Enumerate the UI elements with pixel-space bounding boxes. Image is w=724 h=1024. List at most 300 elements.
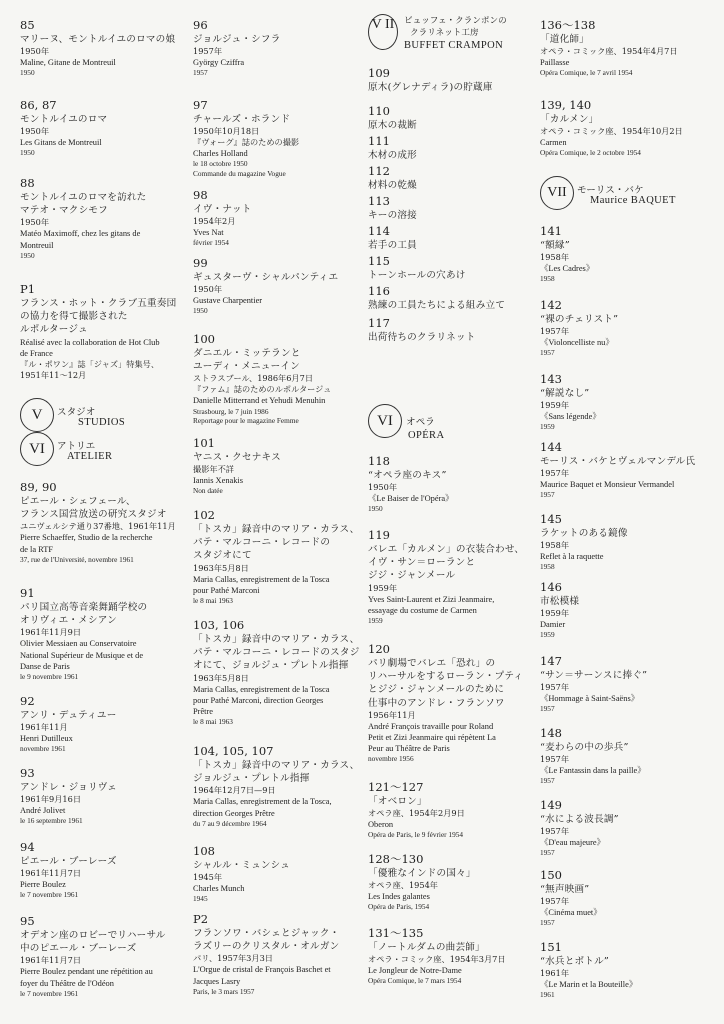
entry-text-ja: 1961年11月7日 (20, 868, 82, 879)
entry-text-fr: Opéra de Paris, 1954 (368, 902, 430, 912)
entry-text-fr: Le Jongleur de Notre-Dame (368, 966, 462, 976)
catalog-entry (20, 480, 188, 564)
entry-text-fr: L'Orgue de cristal de François Baschet et (193, 965, 331, 975)
entry-number: 121〜127 (368, 780, 424, 794)
entry-text-ja: 1950年 (20, 126, 50, 137)
catalog-entry (193, 332, 368, 426)
entry-text-fr: 《D'eau majeure》 (540, 838, 605, 848)
entry-text-ja: 1958年 (540, 252, 570, 263)
entry-text-ja: 1957年 (540, 682, 570, 693)
entry-text-ja: 「オベロン」 (368, 796, 427, 807)
catalog-entry (193, 18, 368, 78)
entry-text-fr: Maria Callas, enregistrement de la Tosca (193, 574, 330, 584)
section-title-ja: アトリエ (57, 441, 96, 452)
entry-text-fr: Reportage pour le magazine Femme (193, 416, 299, 426)
section-title-fr: OPÉRA (408, 430, 445, 441)
section-title-fr: STUDIOS (78, 417, 126, 428)
entry-text-fr: Charles Holland (193, 149, 248, 159)
entry-text-ja: ユーディ・メニューイン (193, 361, 300, 373)
entry-text-fr: Maurice Baquet et Monsieur Vermandel (540, 480, 675, 490)
entry-text-ja: 1961年11月9日 (20, 627, 82, 638)
catalog-entry (540, 298, 720, 358)
entry-text-fr: Maria Callas, enregistrement de la Tosca, (193, 797, 332, 807)
entry-text-ja: “無声映画” (540, 884, 590, 895)
entry-text-ja: フランス国営放送の研究スタジオ (20, 509, 167, 521)
catalog-entry (20, 18, 188, 78)
entry-text-fr: direction Georges Prêtre (193, 808, 275, 818)
section-studios (20, 398, 190, 432)
entry-text-ja: キーの溶接 (368, 210, 417, 221)
entry-text-ja: 「トスカ」録音中のマリア・カラス、 (193, 524, 360, 535)
entry-number: 128〜130 (368, 852, 424, 866)
catalog-entry (368, 66, 546, 94)
entry-text-ja: 1954年2月 (193, 216, 236, 227)
entry-number: 95 (20, 914, 35, 928)
entry-text-ja: リハーサルをするローラン・プティ (368, 671, 524, 683)
catalog-entry (540, 654, 720, 714)
entry-text-ja: 『ファム』誌のためのルポルタージュ (193, 384, 332, 395)
entry-text-ja: 1950年 (20, 46, 50, 57)
entry-text-ja: ラケットのある鏡像 (540, 528, 628, 539)
entry-text-ja: フランス・ホット・クラブ五重奏団 (20, 298, 177, 309)
section-numeral: VII (540, 176, 574, 210)
catalog-entry (540, 440, 720, 500)
entry-text-fr: foyer du Théâtre de l'Odéon (20, 978, 114, 988)
entry-text-fr: 《Le Marin et la Bouteille》 (540, 980, 638, 990)
entry-text-fr: André François travaille pour Roland (368, 721, 494, 731)
entry-text-ja: 「優雅なインドの国々」 (368, 868, 476, 879)
section-title-ja: モーリス・バケ (577, 185, 644, 196)
entry-text-fr: le 8 mai 1963 (193, 717, 233, 727)
entry-text-fr: Oberon (368, 820, 394, 830)
entry-text-ja: 「トスカ」録音中のマリア・カラス、 (193, 634, 360, 645)
entry-text-fr: le 18 octobre 1950 (193, 159, 248, 169)
entry-number: 102 (193, 508, 215, 522)
entry-text-ja: 1950年 (20, 217, 50, 228)
entry-number: 99 (193, 256, 208, 270)
entry-text-ja: 仕事中のアンドレ・フランソワ (368, 697, 505, 709)
entry-number: 146 (540, 580, 562, 594)
entry-text-fr: Matéo Maximoff, chez les gitans de (20, 229, 141, 239)
entry-text-fr: le 7 novembre 1961 (20, 890, 79, 900)
section-atelier (20, 432, 190, 468)
entry-text-ja: モーリス・バケとヴェルマンデル氏 (540, 456, 696, 467)
entry-text-ja: オにて、ジョルジュ・プレトル指揮 (193, 660, 349, 672)
entry-text-fr: pour Pathé Marconi (193, 585, 260, 595)
entry-text-ja: 1950年 (193, 284, 223, 295)
entry-text-fr: Les Gitans de Montreuil (20, 138, 102, 148)
entry-text-ja: パテ・マルコーニ・レコードの (193, 537, 331, 549)
catalog-entry (540, 940, 720, 1000)
entry-text-ja: 1951年11〜12月 (20, 370, 87, 381)
entry-number: 110 (368, 104, 390, 118)
entry-text-fr: Paillasse (540, 58, 570, 68)
entry-number: 118 (368, 454, 390, 468)
entry-text-fr: Non datée (193, 486, 223, 496)
entry-text-fr: février 1954 (193, 238, 229, 248)
catalog-entry (368, 926, 546, 986)
entry-text-fr: Strasbourg, le 7 juin 1986 (193, 406, 269, 416)
entry-text-ja: 1950年 (368, 482, 398, 493)
entry-text-ja: トーンホールの穴あけ (368, 270, 466, 281)
entry-text-fr: Peur au Théâtre de Paris (368, 744, 450, 754)
entry-text-fr: 1957 (540, 348, 555, 358)
entry-number: 94 (20, 840, 35, 854)
entry-text-ja: オペラ座、1954年2月9日 (368, 808, 465, 819)
entry-text-ja: 1961年11月7日 (20, 955, 82, 966)
entry-text-ja: 「トスカ」録音中のマリア・カラス、 (193, 760, 360, 771)
entry-text-ja: 1958年 (540, 540, 570, 551)
entry-text-ja: 出荷待ちのクラリネット (368, 332, 476, 343)
entry-number: 114 (368, 224, 390, 238)
catalog-entry (540, 98, 720, 158)
entry-text-ja: 市松模様 (540, 596, 580, 607)
entry-text-fr: Commande du magazine Vogue (193, 169, 286, 178)
entry-text-ja: オリヴィエ・メシアン (20, 615, 117, 627)
entry-text-ja: “水による波長調” (540, 814, 619, 825)
entry-text-fr: 1945 (193, 894, 208, 904)
catalog-entry (368, 780, 546, 840)
entry-text-fr: 1950 (20, 148, 35, 158)
entry-text-ja: イヴ・ナット (193, 204, 252, 215)
entry-text-fr: le 8 mai 1963 (193, 596, 233, 606)
entry-text-fr: de France (20, 348, 53, 358)
entry-text-ja: とジジ・ジャンメールのために (368, 684, 505, 696)
entry-text-fr: Maria Callas, enregistrement de la Tosca (193, 684, 330, 694)
entry-text-ja: 1964年12月7日—9日 (193, 785, 276, 796)
entry-text-ja: 1961年9月16日 (20, 794, 82, 805)
section-numeral: VI (20, 432, 54, 466)
entry-text-ja: “額縁” (540, 240, 570, 251)
entry-number: 100 (193, 332, 215, 346)
section-title-ja: オペラ (406, 417, 435, 428)
entry-text-ja: 1957年 (540, 754, 570, 765)
entry-text-fr: Maline, Gitane de Montreuil (20, 58, 116, 68)
entry-text-ja: ユニヴェルシテ通り37番地、1961年11月 (20, 521, 176, 532)
catalog-entry (368, 134, 546, 162)
entry-text-ja: チャールズ・ホランド (193, 114, 291, 125)
entry-text-fr: 1957 (540, 704, 555, 714)
entry-text-ja: 1957年 (540, 826, 570, 837)
entry-number: 91 (20, 586, 35, 600)
catalog-entry (20, 98, 188, 158)
entry-text-ja: ダニエル・ミッテランと (193, 348, 301, 359)
entry-text-fr: 《Hommage à Saint-Saëns》 (540, 694, 640, 704)
entry-text-fr: 1957 (540, 848, 555, 858)
catalog-entry (193, 436, 368, 496)
entry-text-ja: ルポルタージュ (20, 324, 88, 336)
entry-number: 85 (20, 18, 35, 32)
entry-text-ja: シャルル・ミュンシュ (193, 860, 290, 871)
entry-number: 109 (368, 66, 390, 80)
catalog-entry (368, 642, 546, 764)
entry-number: 104, 105, 107 (193, 744, 274, 758)
entry-text-ja: 1956年11月 (368, 709, 416, 720)
entry-text-ja: 1963年5月8日 (193, 562, 249, 573)
entry-text-fr: Réalisé avec la collaboration de Hot Club (20, 337, 160, 347)
entry-number: 120 (368, 642, 390, 656)
entry-text-ja: “裸のチェリスト” (540, 314, 619, 325)
entry-text-ja: 「ノートルダムの曲芸師」 (368, 942, 485, 953)
entry-number: 113 (368, 194, 390, 208)
entry-text-fr: le 9 novembre 1961 (20, 672, 79, 682)
entry-text-fr: Carmen (540, 138, 567, 148)
entry-text-ja: モントルイユのロマ (20, 114, 108, 125)
section-buffet-crampon (368, 14, 540, 54)
entry-text-fr: 1959 (540, 422, 555, 432)
section-opera (368, 404, 540, 444)
entry-number: 115 (368, 254, 390, 268)
entry-text-ja: 1959年 (540, 608, 570, 619)
entry-text-fr: 《Les Cadres》 (540, 264, 595, 274)
entry-number: 86, 87 (20, 98, 57, 112)
entry-text-fr: Opéra Comique, le 7 avril 1954 (540, 68, 633, 78)
entry-text-ja: パリ、1957年3月3日 (193, 953, 273, 964)
catalog-entry (540, 18, 720, 78)
entry-number: 141 (540, 224, 562, 238)
entry-text-ja: ピエール・シェフェール、 (20, 496, 136, 507)
entry-text-ja: 中のピエール・ブーレーズ (20, 943, 137, 955)
catalog-entry (193, 188, 368, 248)
entry-text-ja: “麦わらの中の歩兵” (540, 742, 629, 753)
entry-text-ja: アンリ・デュティユー (20, 710, 117, 721)
catalog-entry (368, 284, 546, 312)
entry-text-ja: モントルイユのロマを訪れた (20, 192, 147, 203)
entry-number: 142 (540, 298, 562, 312)
entry-text-fr: Paris, le 3 mars 1957 (193, 986, 255, 996)
entry-text-fr: Charles Munch (193, 884, 245, 894)
entry-text-ja: スタジオにて (193, 550, 252, 562)
entry-number: 143 (540, 372, 562, 386)
entry-text-fr: pour Pathé Marconi, direction Georges (193, 695, 324, 705)
entry-text-ja: 熟練の工員たちによる組み立て (368, 300, 506, 311)
catalog-entry (368, 852, 546, 912)
entry-text-ja: 撮影年不詳 (193, 464, 234, 475)
entry-text-ja: マリーヌ、モントルイユのロマの娘 (20, 34, 176, 45)
section-title-ja-2: クラリネット工房 (410, 28, 479, 38)
catalog-entry (193, 844, 368, 904)
entry-text-ja: 1957年 (540, 326, 570, 337)
entry-text-ja: 1961年11月 (20, 722, 68, 733)
entry-number: 88 (20, 176, 35, 190)
entry-text-fr: Damier (540, 620, 566, 630)
entry-text-ja: パリ劇場でバレエ「恐れ」の (368, 658, 496, 669)
entry-text-ja: 材料の乾燥 (368, 180, 417, 191)
entry-text-ja: 木材の成形 (368, 150, 417, 161)
entry-number: 111 (368, 134, 390, 148)
entry-text-fr: 1957 (540, 776, 555, 786)
entry-number: 103, 106 (193, 618, 245, 632)
catalog-entry (20, 586, 188, 682)
entry-number: 144 (540, 440, 562, 454)
entry-number: 117 (368, 316, 390, 330)
entry-text-ja: 原木(グレナディラ)の貯蔵庫 (368, 82, 493, 93)
entry-text-ja: “水兵とボトル” (540, 956, 609, 967)
entry-text-fr: essayage du costume de Carmen (368, 605, 477, 615)
entry-text-ja: パリ国立高等音楽舞踊学校の (20, 602, 148, 613)
entry-text-ja: 1957年 (193, 46, 223, 57)
entry-text-ja: ラズリーのクリスタル・オルガン (193, 941, 340, 953)
section-title-fr: Maurice BAQUET (590, 195, 676, 206)
entry-text-ja: 1961年 (540, 968, 570, 979)
entry-number: 97 (193, 98, 208, 112)
entry-text-fr: Pierre Boulez pendant une répétition au (20, 967, 153, 977)
catalog-entry (193, 508, 368, 606)
entry-text-fr: 1957 (540, 490, 555, 500)
entry-text-ja: 1959年 (540, 400, 570, 411)
entry-text-ja: 1945年 (193, 872, 223, 883)
entry-number: P1 (20, 282, 36, 296)
entry-text-fr: 1959 (368, 616, 383, 626)
entry-text-ja: 1950年10月18日 (193, 126, 260, 137)
entry-text-fr: 《Le Fantassin dans la paille》 (540, 766, 646, 776)
entry-text-fr: Henri Dutilleux (20, 734, 73, 744)
catalog-entry (540, 224, 720, 284)
entry-text-fr: 1958 (540, 562, 555, 572)
catalog-entry (20, 840, 188, 900)
section-title-fr: BUFFET CRAMPON (404, 40, 504, 51)
entry-text-ja: オペラ座、1954年 (368, 880, 438, 891)
entry-text-ja: 「道化師」 (540, 34, 589, 45)
entry-number: P2 (193, 912, 209, 926)
entry-text-fr: Gustave Charpentier (193, 296, 263, 306)
entry-text-fr: du 7 au 9 décembre 1964 (193, 818, 267, 828)
entry-text-ja: パテ・マルコーニ・レコードのスタジ (193, 647, 360, 659)
entry-text-ja: “オペラ座のキス” (368, 470, 447, 481)
catalog-entry (368, 224, 546, 252)
entry-text-fr: 37, rue de l'Université, novembre 1961 (20, 554, 134, 564)
entry-text-ja: オペラ・コミック座、1954年10月2日 (540, 126, 683, 137)
entry-text-ja: 1957年 (540, 896, 570, 907)
entry-text-ja: 『ル・ポワン』誌「ジャズ」特集号、 (20, 359, 160, 370)
section-title-ja: ビュッフェ・クランポンの (404, 16, 507, 26)
catalog-entry (540, 580, 720, 640)
entry-text-fr: Olivier Messiaen au Conservatoire (20, 639, 137, 649)
catalog-entry (193, 98, 368, 179)
entry-number: 96 (193, 18, 208, 32)
entry-text-fr: 《Cinéma muet》 (540, 908, 602, 918)
catalog-entry (20, 914, 188, 998)
entry-text-fr: Pierre Schaeffer, Studio de la recherche (20, 533, 153, 543)
entry-text-fr: Jacques Lasry (193, 976, 241, 986)
entry-text-fr: novembre 1956 (368, 754, 414, 764)
entry-text-fr: Prêtre (193, 707, 213, 717)
entry-number: 116 (368, 284, 390, 298)
section-numeral: V (20, 398, 54, 432)
entry-number: 151 (540, 940, 562, 954)
entry-number: 119 (368, 528, 390, 542)
entry-text-fr: 1958 (540, 274, 555, 284)
catalog-entry (193, 618, 368, 727)
entry-text-fr: 1957 (540, 918, 555, 928)
entry-text-fr: le 7 novembre 1961 (20, 988, 79, 998)
catalog-entry (540, 868, 720, 928)
entry-text-ja: 1963年5月8日 (193, 672, 249, 683)
entry-number: 112 (368, 164, 390, 178)
catalog-entry (368, 316, 546, 344)
catalog-entry (368, 164, 546, 192)
catalog-entry (193, 912, 368, 996)
entry-text-ja: マテオ・マクシモフ (20, 205, 108, 217)
entry-number: 149 (540, 798, 562, 812)
entry-text-ja: 1957年 (540, 468, 570, 479)
entry-text-fr: 1959 (540, 630, 555, 640)
entry-number: 98 (193, 188, 208, 202)
entry-text-fr: 《Violoncelliste nu》 (540, 338, 614, 348)
entry-text-ja: ジョルジュ・シフラ (193, 34, 281, 45)
entry-text-fr: novembre 1961 (20, 744, 66, 754)
entry-text-ja: ジジ・ジャンメール (368, 570, 456, 582)
entry-text-fr: Reflet à la raquette (540, 552, 604, 562)
entry-text-ja: ピエール・ブーレーズ (20, 856, 117, 867)
entry-text-ja: 若手の工員 (368, 240, 417, 251)
entry-text-ja: イヴ・サン＝ローランと (368, 557, 476, 569)
entry-number: 108 (193, 844, 215, 858)
entry-text-fr: 《Le Baiser de l'Opéra》 (368, 494, 454, 504)
entry-number: 147 (540, 654, 562, 668)
entry-text-fr: André Jolivet (20, 806, 66, 816)
entry-text-fr: Opéra Comique, le 7 mars 1954 (368, 976, 462, 986)
catalog-entry (20, 282, 188, 381)
catalog-entry (193, 744, 368, 828)
entry-number: 131〜135 (368, 926, 424, 940)
entry-number: 92 (20, 694, 35, 708)
entry-text-fr: Les Indes galantes (368, 892, 430, 902)
entry-text-ja: 1959年 (368, 582, 398, 593)
entry-text-ja: “解説なし” (540, 388, 590, 399)
entry-number: 93 (20, 766, 35, 780)
entry-text-fr: de la RTF (20, 544, 53, 554)
catalog-entry (368, 528, 546, 626)
entry-text-fr: Yves Saint-Laurent et Zizi Jeanmaire, (368, 594, 495, 604)
entry-text-fr: Danielle Mitterrand et Yehudi Menuhin (193, 396, 326, 406)
entry-text-fr: 1950 (368, 504, 383, 514)
entry-text-fr: Petit et Zizi Jeanmaire qui répètent La (368, 733, 496, 743)
entry-text-fr: 1950 (20, 68, 35, 78)
catalog-entry (540, 512, 720, 572)
catalog-entry (368, 254, 546, 282)
entry-text-ja: フランソワ・バシェとジャック・ (193, 928, 340, 939)
entry-text-fr: Montreuil (20, 240, 54, 250)
entry-text-ja: “サン＝サーンスに捧ぐ” (540, 670, 648, 681)
entry-text-ja: ヤニス・クセナキス (193, 452, 281, 463)
catalog-entry (540, 372, 720, 432)
section-title-ja: スタジオ (57, 407, 96, 418)
section-numeral: VI (368, 404, 402, 438)
catalog-entry (540, 726, 720, 786)
entry-text-ja: オデオン座のロビーでリハーサル (20, 930, 166, 941)
entry-text-ja: オペラ・コミック座、1954年3月7日 (368, 954, 506, 965)
entry-text-ja: バレエ「カルメン」の衣装合わせ、 (368, 544, 525, 555)
entry-text-ja: の協力を得て撮影された (20, 311, 128, 323)
entry-text-ja: 原木の裁断 (368, 120, 417, 131)
entry-text-ja: アンドレ・ジョリヴェ (20, 782, 117, 793)
catalog-entry (540, 798, 720, 858)
entry-text-fr: Danse de Paris (20, 661, 70, 671)
catalog-entry (20, 766, 188, 826)
entry-text-fr: le 16 septembre 1961 (20, 816, 83, 826)
entry-number: 150 (540, 868, 562, 882)
entry-text-fr: 1950 (20, 250, 35, 260)
entry-text-ja: 『ヴォーグ』誌のための撮影 (193, 137, 300, 148)
catalog-entry (20, 694, 188, 754)
entry-text-fr: 《Sans légende》 (540, 412, 601, 422)
entry-text-ja: ギュスターヴ・シャルパンティエ (193, 272, 339, 283)
entry-text-ja: ストラスブール、1986年6月7日 (193, 373, 314, 384)
entry-text-fr: Opéra Comique, le 2 octobre 1954 (540, 148, 641, 158)
entry-text-fr: Yves Nat (193, 228, 224, 238)
entry-number: 148 (540, 726, 562, 740)
